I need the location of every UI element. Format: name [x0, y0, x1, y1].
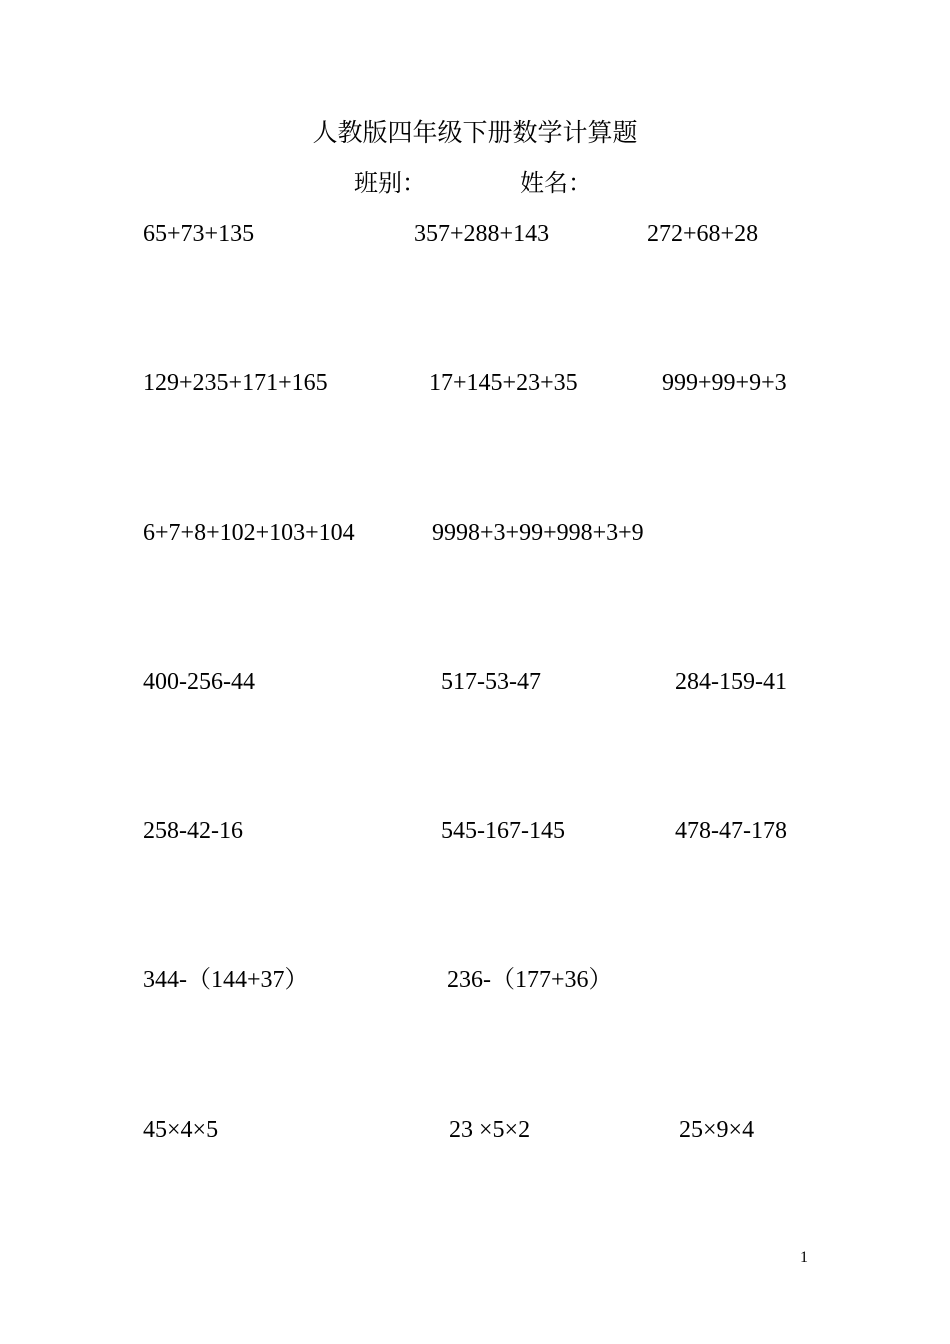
- problem-row-4: [0, 664, 950, 700]
- problem: 23 ×5×2: [449, 1117, 531, 1143]
- problem: 400-256-44: [143, 669, 255, 695]
- problem: 517-53-47: [441, 669, 541, 695]
- page-number: 1: [800, 1249, 808, 1266]
- problem: 284-159-41: [675, 669, 787, 695]
- problem: 6+7+8+102+103+104: [143, 520, 355, 546]
- worksheet-title: 人教版四年级下册数学计算题: [312, 120, 638, 147]
- problem: 236-（177+36）: [447, 967, 613, 993]
- problem: 129+235+171+165: [143, 370, 328, 396]
- problem: 999+99+9+3: [662, 370, 787, 396]
- name-label: 姓名：: [520, 171, 592, 197]
- problem: 545-167-145: [441, 818, 565, 844]
- problem-row-1: [0, 216, 950, 252]
- problem-row-7: [0, 1112, 950, 1148]
- problem-row-6: [0, 962, 950, 998]
- problem: 17+145+23+35: [429, 370, 578, 396]
- problem-row-2: [0, 365, 950, 401]
- student-info-fields: [0, 166, 950, 202]
- class-label: 班别：: [354, 171, 426, 197]
- problem: 45×4×5: [143, 1117, 219, 1143]
- problem: 272+68+28: [647, 221, 759, 247]
- problem: 357+288+143: [414, 221, 550, 247]
- problem: 344-（144+37）: [143, 967, 309, 993]
- problem-row-5: [0, 813, 950, 849]
- problem-row-3: [0, 515, 950, 551]
- problem: 478-47-178: [675, 818, 787, 844]
- problem: 25×9×4: [679, 1117, 755, 1143]
- problem: 65+73+135: [143, 221, 255, 247]
- problem: 258-42-16: [143, 818, 243, 844]
- problem: 9998+3+99+998+3+9: [432, 520, 644, 546]
